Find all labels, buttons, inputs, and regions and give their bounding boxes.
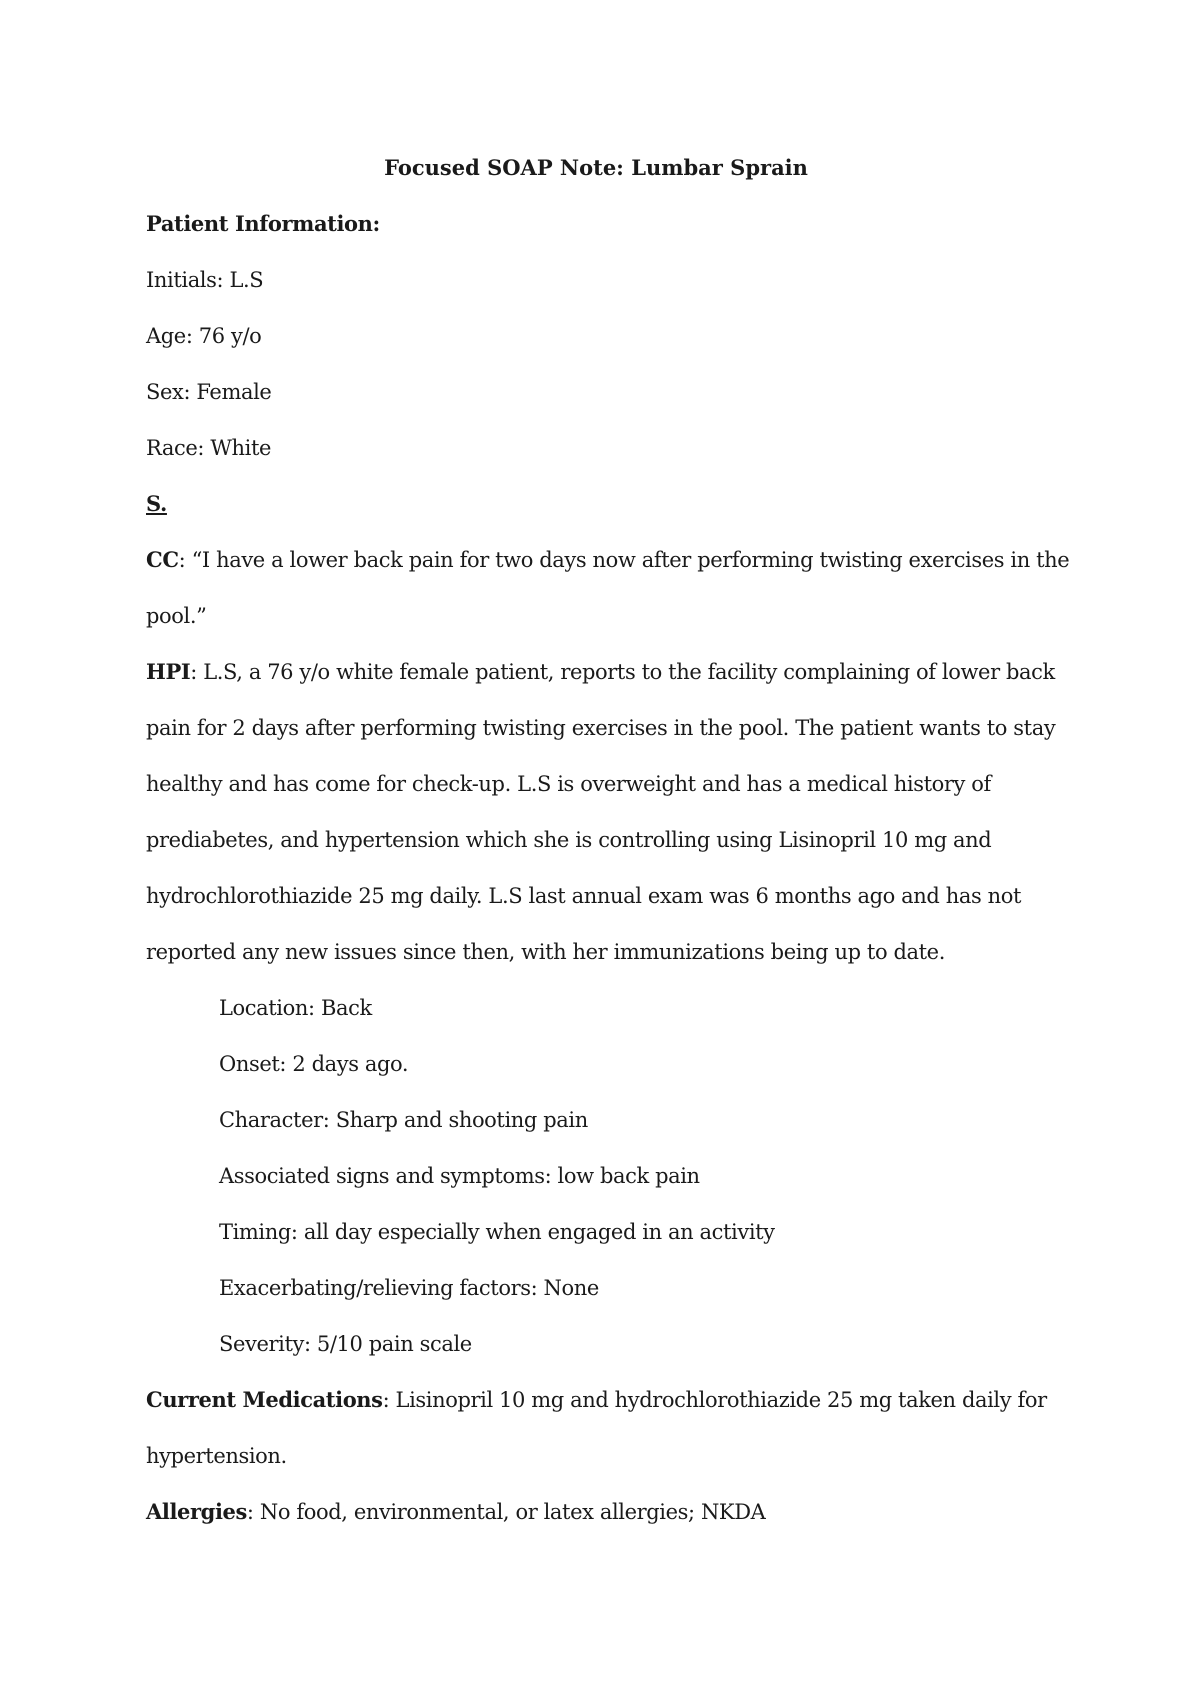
hpi-onset: Onset: 2 days ago. xyxy=(219,1052,409,1076)
hpi-text-1: : L.S, a 76 y/o white female patient, reports to the facility complaining of lower back xyxy=(190,660,1055,684)
cc-line-1 xyxy=(146,532,1070,588)
meds-line-2: hypertension. xyxy=(146,1444,287,1468)
hpi-line-3: healthy and has come for check-up. L.S is overweight and has a medical history of xyxy=(146,772,991,796)
patient-race: Race: White xyxy=(146,436,272,460)
hpi-severity: Severity: 5/10 pain scale xyxy=(219,1332,472,1356)
hpi-label: HPI xyxy=(146,659,191,684)
patient-info-heading: Patient Information: xyxy=(146,211,380,236)
hpi-line-6: reported any new issues since then, with her immunizations being up to date. xyxy=(146,940,945,964)
document-title: Focused SOAP Note: Lumbar Sprain xyxy=(384,155,808,180)
cc-label: CC xyxy=(146,547,179,572)
allergies-line xyxy=(146,1484,1046,1540)
hpi-factors: Exacerbating/relieving factors: None xyxy=(219,1276,599,1300)
meds-label: Current Medications xyxy=(146,1387,383,1412)
allergies-label: Allergies xyxy=(146,1499,247,1524)
hpi-location: Location: Back xyxy=(219,996,372,1020)
cc-text-1: : “I have a lower back pain for two days now after performing twisting exercises in the xyxy=(178,548,1070,572)
subjective-heading: S. xyxy=(146,491,167,516)
patient-initials: Initials: L.S xyxy=(146,268,264,292)
patient-age: Age: 76 y/o xyxy=(146,324,262,348)
allergies-text: : No food, environmental, or latex allergies; NKDA xyxy=(246,1500,766,1524)
meds-text-1: : Lisinopril 10 mg and hydrochlorothiazide 25 mg taken daily for xyxy=(382,1388,1047,1412)
hpi-line-4: prediabetes, and hypertension which she is controlling using Lisinopril 10 mg and xyxy=(146,828,992,852)
hpi-line-1 xyxy=(146,644,1055,700)
hpi-character: Character: Sharp and shooting pain xyxy=(219,1108,588,1132)
patient-sex: Sex: Female xyxy=(146,380,272,404)
hpi-line-2: pain for 2 days after performing twisting exercises in the pool. The patient wants to stay xyxy=(146,716,1056,740)
subjective-heading-line xyxy=(146,476,1046,532)
hpi-timing: Timing: all day especially when engaged in an activity xyxy=(219,1220,775,1244)
hpi-line-5: hydrochlorothiazide 25 mg daily. L.S last annual exam was 6 months ago and has not xyxy=(146,884,1022,908)
document-body xyxy=(146,140,1070,1540)
cc-line-2: pool.” xyxy=(146,604,207,628)
meds-line-1 xyxy=(146,1372,1046,1428)
hpi-associated-symptoms: Associated signs and symptoms: low back pain xyxy=(219,1164,700,1188)
